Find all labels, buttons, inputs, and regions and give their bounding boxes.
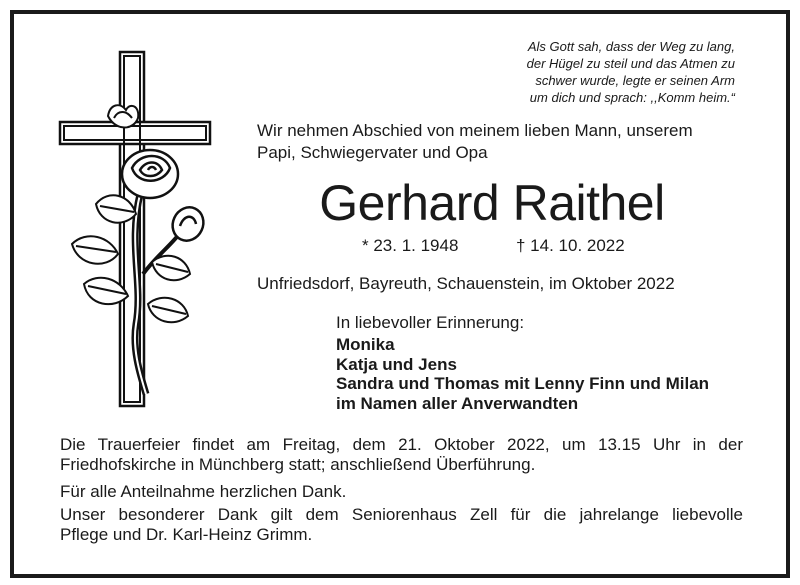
cross-with-rose-icon (48, 44, 223, 414)
poem-line: Als Gott sah, dass der Weg zu lang, (527, 39, 735, 54)
family-member: im Namen aller Anverwandten (336, 393, 579, 413)
funeral-line: Die Trauerfeier findet am Freitag, dem 21. Oktober 2022, um 13.15 Uhr in der (60, 435, 743, 454)
special-thanks-line: Pflege und Dr. Karl-Heinz Grimm. (60, 525, 313, 544)
place-and-date: Unfriedsdorf, Bayreuth, Schauenstein, im Oktober 2022 (257, 274, 675, 293)
poem-line: der Hügel zu steil und das Atmen zu (526, 56, 735, 71)
farewell-intro (257, 120, 727, 164)
family-list (336, 335, 709, 413)
family-member: Katja und Jens (336, 354, 457, 374)
family-member: Sandra und Thomas mit Lenny Finn und Milan (336, 374, 710, 393)
family-member: Monika (336, 335, 395, 354)
poem-line: schwer wurde, legte er seinen Arm (535, 73, 735, 88)
deceased-name: Gerhard Raithel (319, 175, 665, 231)
intro-line: Papi, Schwiegervater und Opa (257, 143, 488, 162)
special-thanks (60, 505, 743, 545)
thanks-text: Für alle Anteilnahme herzlichen Dank. (60, 482, 347, 501)
memory-label: In liebevoller Erinnerung: (336, 313, 525, 332)
special-thanks-line: Unser besonderer Dank gilt dem Seniorenhaus Zell für die jahrelange liebevolle (60, 505, 743, 524)
funeral-notice (60, 435, 743, 475)
intro-line: Wir nehmen Abschied von meinem lieben Mann, unserem (257, 121, 693, 140)
poem-line: um dich und sprach: ,,Komm heim.“ (529, 90, 735, 105)
birth-date: * 23. 1. 1948 (362, 236, 459, 255)
death-date: † 14. 10. 2022 (516, 236, 625, 255)
poem-quote (470, 38, 735, 106)
funeral-line: Friedhofskirche in Münchberg statt; anschließend Überführung. (60, 455, 536, 474)
